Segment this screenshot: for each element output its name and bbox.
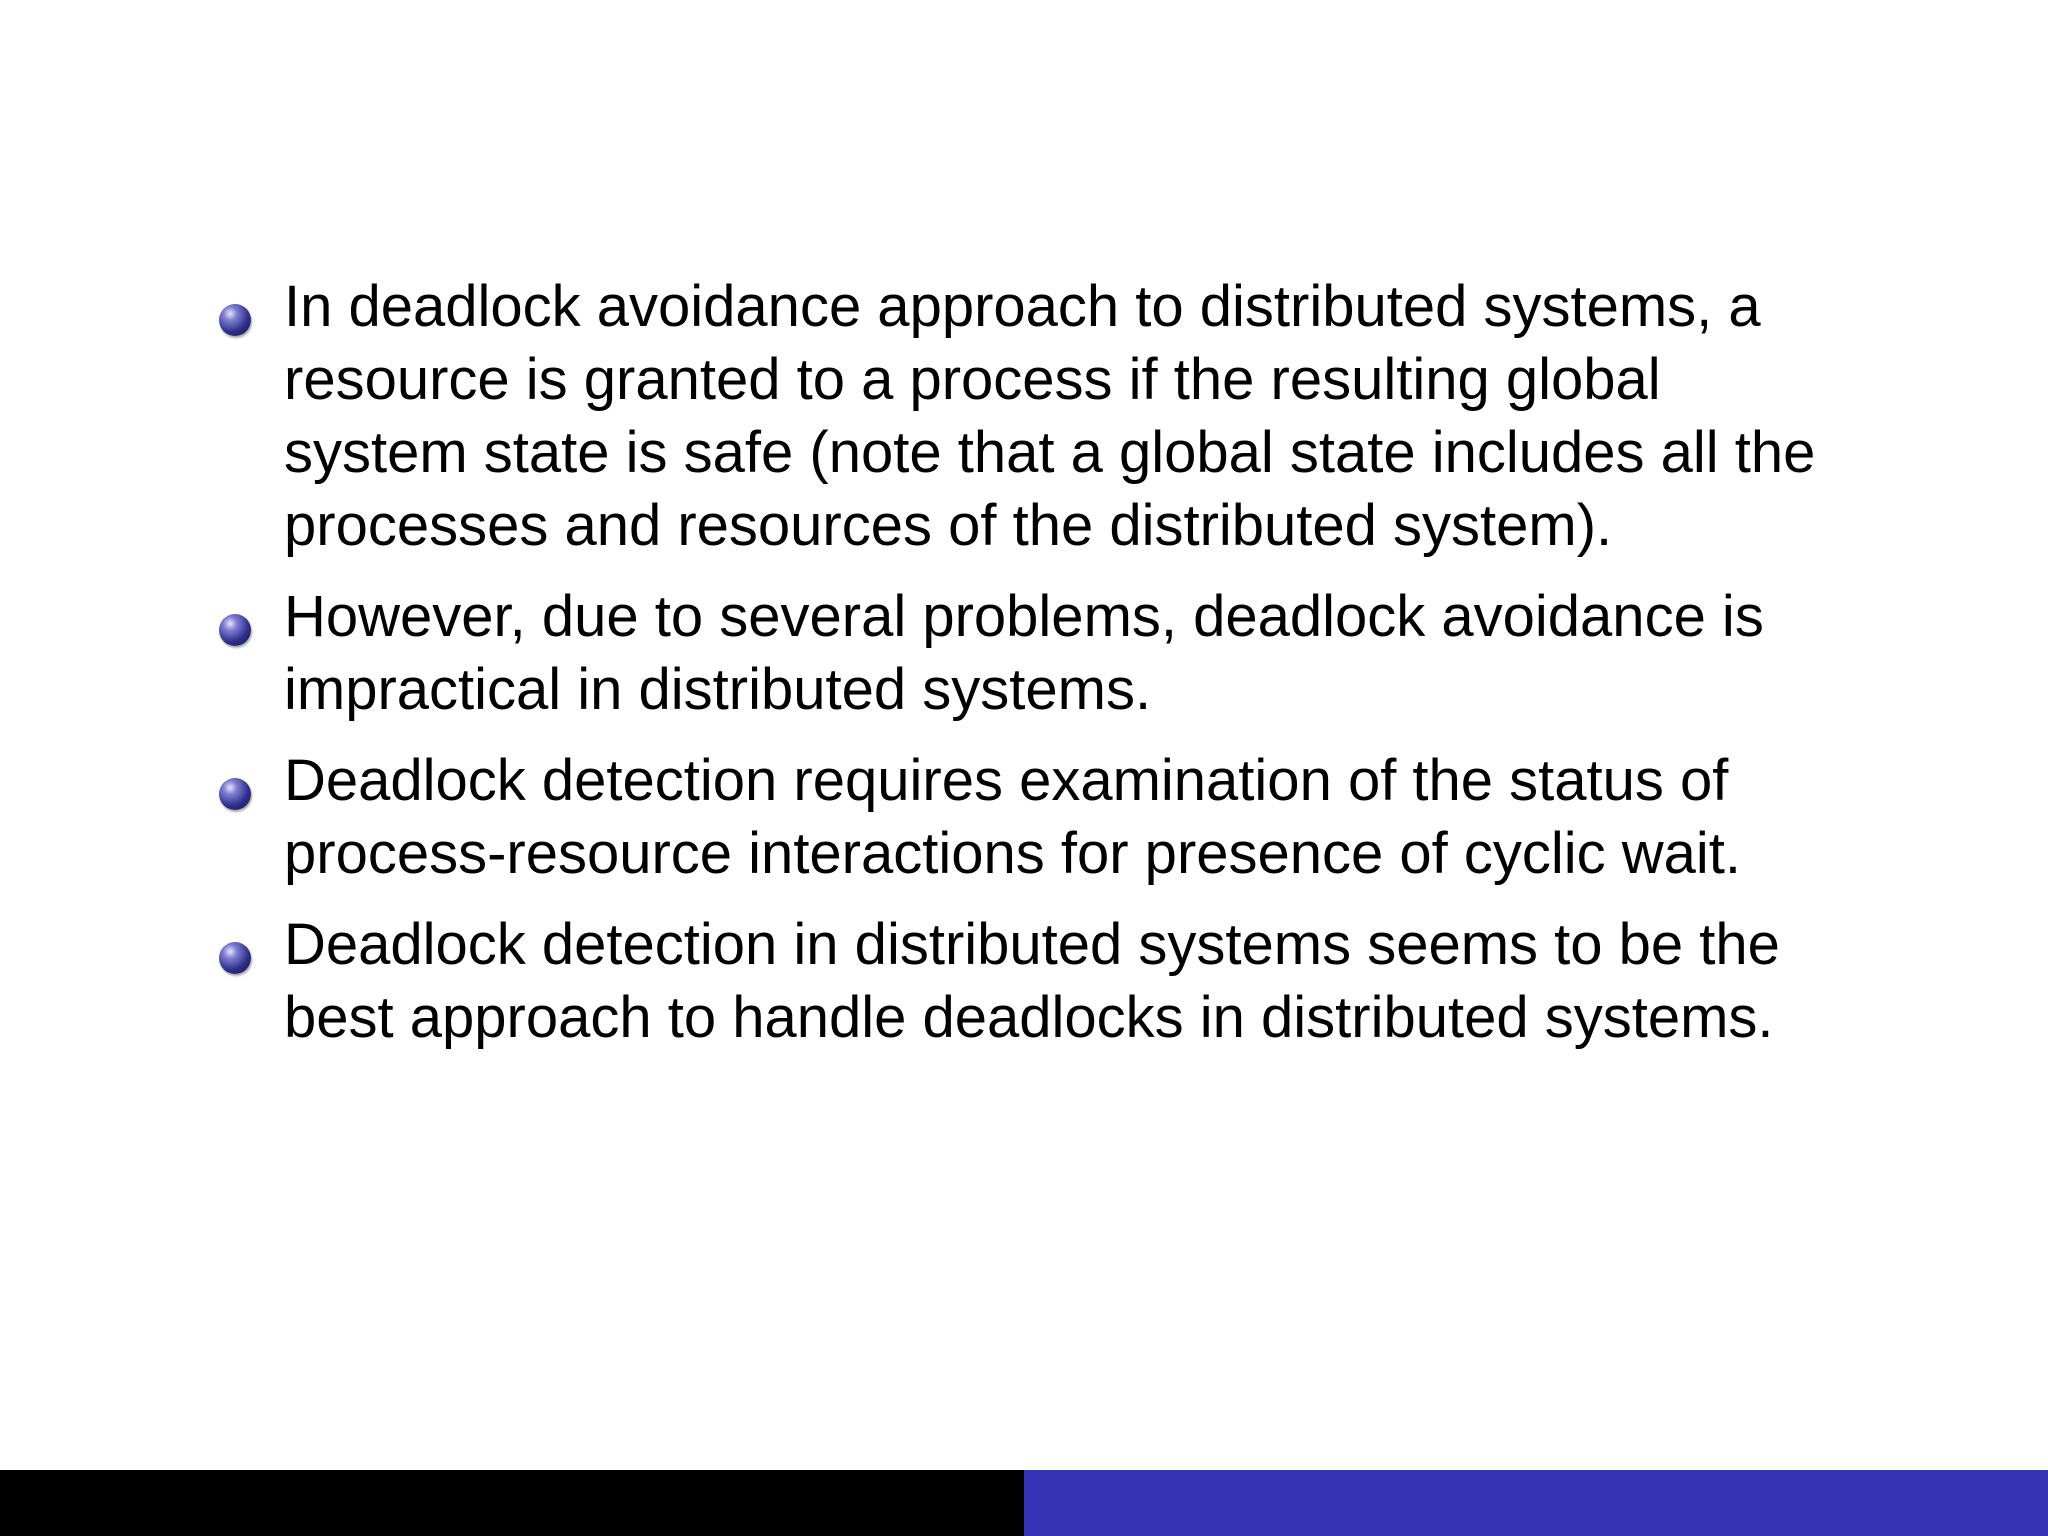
sphere-bullet-icon — [219, 778, 251, 810]
bullet-text: Deadlock detection in distributed systems seems to be the best approach to handle deadlocks in distributed systems. — [284, 912, 1780, 1050]
slide-content — [216, 270, 1856, 1072]
footer-bar-left — [0, 1470, 1024, 1536]
sphere-bullet-icon — [219, 304, 251, 336]
footer-bar — [0, 1470, 2048, 1536]
sphere-bullet-icon — [219, 614, 251, 646]
bullet-text: However, due to several problems, deadlock avoidance is impractical in distributed systems. — [284, 584, 1764, 722]
footer-bar-right — [1024, 1470, 2048, 1536]
bullet-text: In deadlock avoidance approach to distributed systems, a resource is granted to a process if the resulting global system state is safe (note that a global state includes all the processes and resources of the distributed system). — [284, 274, 1816, 558]
bullet-text: Deadlock detection requires examination of the status of process-resource interactions for presence of cyclic wait. — [284, 748, 1742, 886]
bullet-item — [216, 580, 1856, 726]
bullet-item — [216, 908, 1856, 1054]
sphere-bullet-icon — [219, 942, 251, 974]
bullet-item — [216, 270, 1856, 562]
bullet-list — [216, 270, 1856, 1054]
bullet-item — [216, 744, 1856, 890]
